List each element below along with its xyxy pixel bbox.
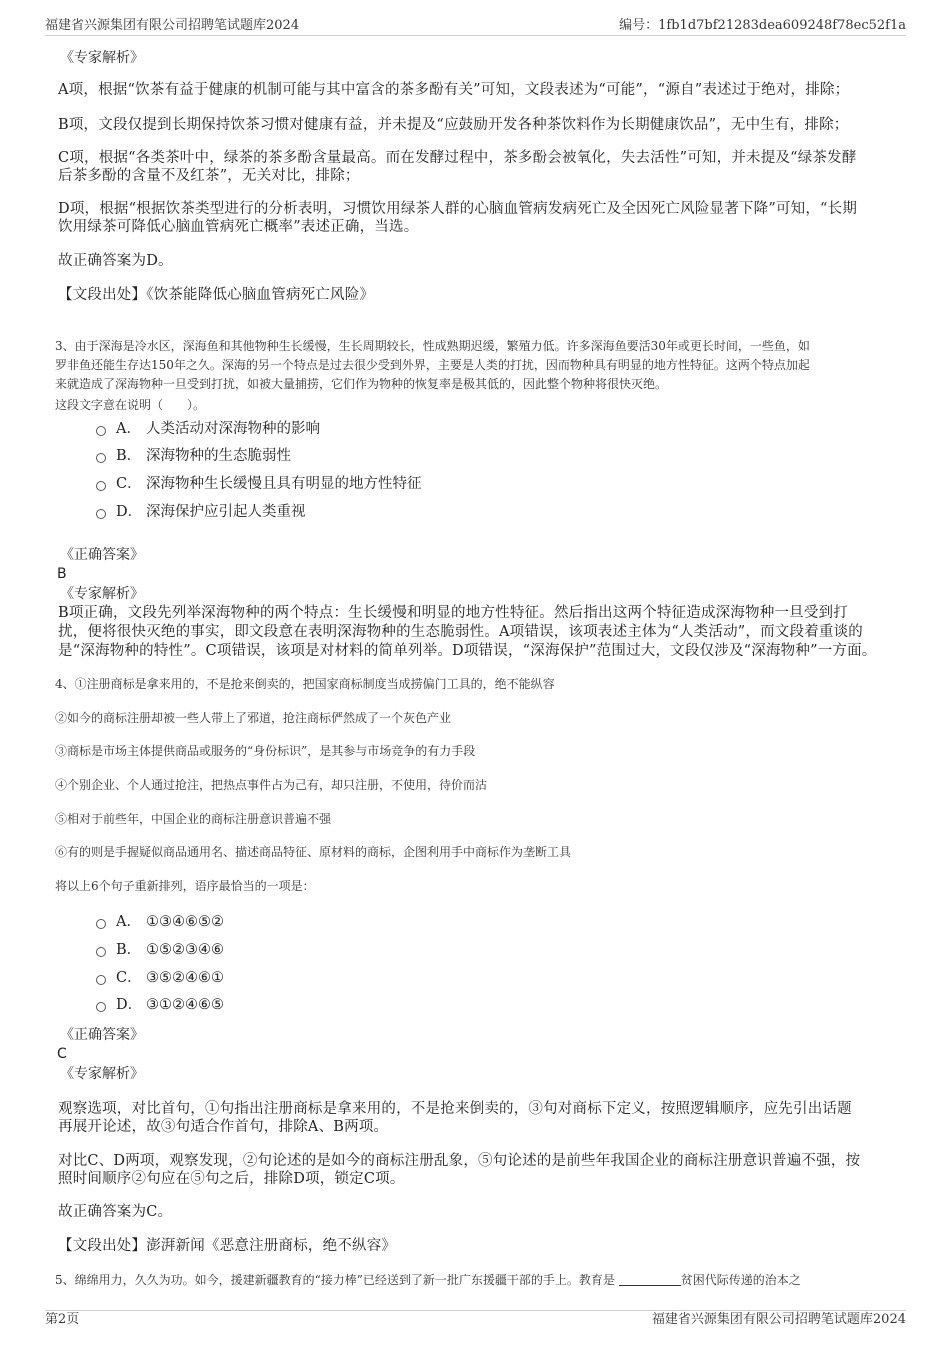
q2-analysis-c-line1: C项，根据“各类茶叶中，绿茶的茶多酚含量最高。而在发酵过程中，茶多酚会被氧化，失去活性”可知，并未提及“绿茶发酵 [58, 150, 857, 166]
fill-blank[interactable] [619, 1273, 681, 1286]
q4-source: 【文段出处】澎湃新闻《恶意注册商标，绝不纵容》 [58, 1238, 397, 1254]
radio-icon[interactable] [96, 509, 106, 519]
q5-stem [55, 1271, 900, 1290]
option-text: 深海物种生长缓慢且具有明显的地方性特征 [146, 476, 422, 492]
q4-sentence-1: 4、①注册商标是拿来用的，不是抢来倒卖的，把国家商标制度当成捞偏门工具的，绝不能纵容 [55, 677, 555, 691]
q5-stem-start: 5、绵绵用力，久久为功。如今，援建新疆教育的“接力棒”已经送到了新一批广东援疆干部的手上。教育是 [55, 1273, 615, 1287]
q4-analysis-p1-line2: 再展开论述，故③句适合作首句，排除A、B两项。 [58, 1119, 389, 1135]
option-label: B． [116, 448, 142, 464]
q2-conclusion: 故正确答案为D。 [58, 253, 173, 269]
header-title: 福建省兴源集团有限公司招聘笔试题库2024 [45, 18, 300, 33]
q3-option-b[interactable] [96, 446, 291, 466]
option-text: ③⑤②④⑥① [146, 970, 224, 986]
q4-sentence-4: ④个别企业、个人通过抢注，把热点事件占为己有，却只注册，不使用，待价而沽 [55, 778, 488, 792]
option-text: 深海保护应引起人类重视 [146, 504, 306, 520]
option-text: ①⑤②③④⑥ [146, 942, 224, 958]
radio-icon[interactable] [96, 975, 106, 985]
q3-analysis-line3: 是“深海物种的特性”。C项错误，该项是对材料的简单列举。D项错误，“深海保护”范围过大，文段仅涉及“深海物种”一方面。 [58, 643, 877, 659]
q2-analysis-d-line1: D项，根据“根据饮茶类型进行的分析表明，习惯饮用绿茶人群的心脑血管病发病死亡及全因死亡风险显著下降”可知，“长期 [58, 201, 858, 217]
q4-analysis-p1-line1: 观察选项，对比首句，①句指出注册商标是拿来用的，不是抢来倒卖的，③句对商标下定义，按照逻辑顺序，应先引出话题 [58, 1101, 852, 1117]
option-label: B． [116, 942, 142, 958]
q4-sentence-2: ②如今的商标注册却被一些人带上了邪道，抢注商标俨然成了一个灰色产业 [55, 711, 452, 725]
q4-question: 将以上6个句子重新排列，语序最恰当的一项是： [55, 879, 315, 893]
option-label: D． [116, 997, 143, 1013]
header-divider [45, 35, 906, 36]
document-id: 编号：1fb1d7bf21283dea609248f78ec52f1a [619, 18, 906, 33]
q3-answer-label: 《正确答案》 [60, 547, 144, 563]
q2-analysis-c-line2: 后茶多酚的含量不及红茶”，无关对比，排除； [58, 168, 360, 184]
option-text: 人类活动对深海物种的影响 [146, 421, 320, 437]
q3-analysis-line1: B项正确，文段先列举深海物种的两个特点：生长缓慢和明显的地方性特征。然后指出这两个特征造成深海物种一旦受到打 [58, 605, 848, 621]
q2-analysis-label: 《专家解析》 [60, 50, 144, 66]
q4-option-a[interactable] [96, 912, 224, 932]
q3-analysis-label: 《专家解析》 [60, 586, 144, 602]
q3-question: 这段文字意在说明（ ）。 [55, 398, 206, 412]
q4-option-c[interactable] [96, 968, 224, 988]
option-label: C． [116, 476, 142, 492]
option-text: ③①②④⑥⑤ [146, 997, 224, 1013]
q3-answer: B [57, 566, 67, 582]
option-label: A． [116, 421, 141, 437]
q2-analysis-d-line2: 饮用绿茶可降低心脑血管病死亡概率”表述正确，当选。 [58, 219, 419, 235]
radio-icon[interactable] [96, 1002, 106, 1012]
radio-icon[interactable] [96, 947, 106, 957]
q3-stem-line2: 罗非鱼还能生存达150年之久。深海的另一个特点是过去很少受到外界，主要是人类的打扰，因而物种具有明显的地方性特征。这两个特点加起 [55, 358, 810, 372]
radio-icon[interactable] [96, 919, 106, 929]
q4-answer: C [57, 1046, 67, 1062]
q4-sentence-6: ⑥有的则是手握疑似商品通用名、描述商品特征、原材料的商标，企图利用手中商标作为垄断工具 [55, 845, 572, 859]
q3-stem-line1: 3、由于深海是冷水区，深海鱼和其他物种生长缓慢，生长周期较长，性成熟期迟缓，繁殖力低。许多深海鱼要活30年或更长时间，一些鱼，如 [55, 339, 810, 353]
q3-option-d[interactable] [96, 502, 306, 522]
option-text: 深海物种的生态脆弱性 [146, 448, 291, 464]
q4-analysis-p2-line1: 对比C、D两项，观察发现，②句论述的是如今的商标注册乱象，⑤句论述的是前些年我国企业的商标注册意识普遍不强，按 [58, 1153, 861, 1169]
q4-sentence-3: ③商标是市场主体提供商品或服务的“身份标识”，是其参与市场竞争的有力手段 [55, 744, 476, 758]
q3-option-a[interactable] [96, 419, 320, 439]
q2-analysis-b: B项，文段仅提到长期保持饮茶习惯对健康有益，并未提及“应鼓励开发各种茶饮料作为长期健康饮品”，无中生有，排除； [58, 117, 849, 133]
q2-analysis-a: A项，根据“饮茶有益于健康的机制可能与其中富含的茶多酚有关”可知，文段表述为“可能”，“源自”表述过于绝对，排除； [58, 82, 850, 98]
option-label: A． [116, 914, 141, 930]
q4-analysis-p2-line2: 照时间顺序②句应在⑤句之后，排除D项，锁定C项。 [58, 1171, 405, 1187]
q4-option-d[interactable] [96, 995, 224, 1015]
q4-conclusion: 故正确答案为C。 [58, 1204, 173, 1220]
radio-icon[interactable] [96, 453, 106, 463]
radio-icon[interactable] [96, 481, 106, 491]
option-label: D． [116, 504, 143, 520]
option-text: ①③④⑥⑤② [146, 914, 224, 930]
footer-title: 福建省兴源集团有限公司招聘笔试题库2024 [651, 1312, 906, 1327]
page-number: 第2页 [45, 1312, 80, 1327]
q4-sentence-5: ⑤相对于前些年，中国企业的商标注册意识普遍不强 [55, 812, 332, 826]
q3-option-c[interactable] [96, 474, 422, 494]
q5-stem-end: 贫困代际传递的治本之 [680, 1273, 801, 1287]
q4-answer-label: 《正确答案》 [60, 1027, 144, 1043]
q4-analysis-label: 《专家解析》 [60, 1066, 144, 1082]
q3-analysis-line2: 扰，便将很快灭绝的事实，即文段意在表明深海物种的生态脆弱性。A项错误，该项表述主体为“人类活动”，而文段着重谈的 [58, 624, 863, 640]
q2-source: 【文段出处】《饮茶能降低心脑血管病死亡风险》 [58, 287, 375, 303]
option-label: C． [116, 970, 142, 986]
q3-stem-line3: 来就造成了深海物种一旦受到打扰，如被大量捕捞，它们作为物种的恢复率是极其低的，因此整个物种将很快灭绝。 [55, 377, 668, 391]
radio-icon[interactable] [96, 426, 106, 436]
q4-option-b[interactable] [96, 940, 224, 960]
